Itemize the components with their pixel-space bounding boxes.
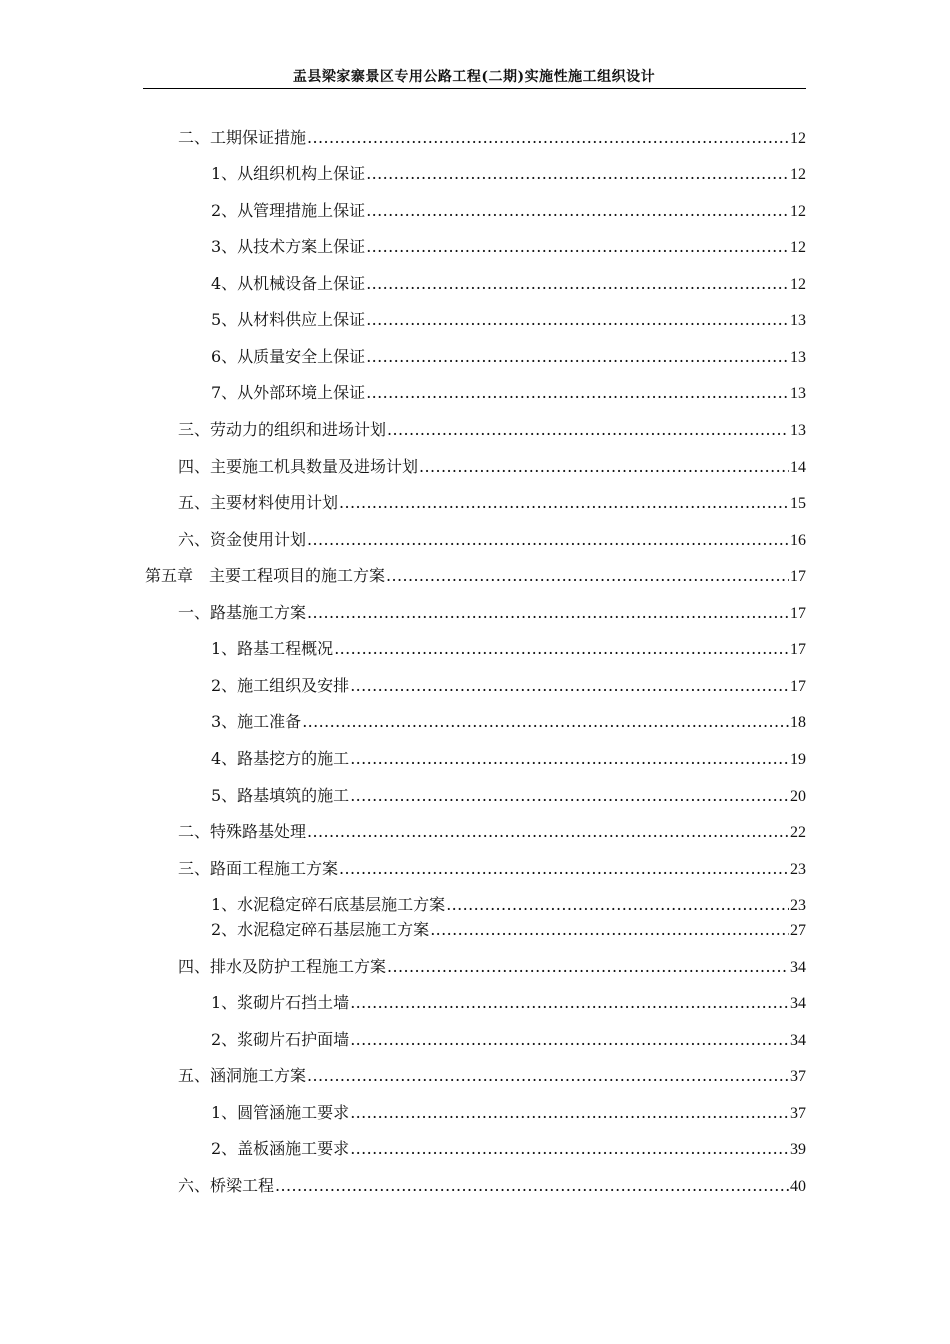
- toc-entry-page-number: 18: [790, 714, 806, 731]
- toc-entry-title: 五、主要材料使用计划: [178, 493, 339, 512]
- toc-dot-leader: [307, 1065, 789, 1087]
- toc-dot-leader: [366, 382, 789, 404]
- toc-entry-title: 五、涵洞施工方案: [178, 1066, 307, 1085]
- toc-entry-page-number: 14: [790, 459, 806, 476]
- toc-entry-page-number: 34: [790, 959, 806, 976]
- toc-entry-title: 四、主要施工机具数量及进场计划: [178, 457, 419, 476]
- toc-dot-leader: [334, 638, 789, 660]
- toc-entry[interactable]: [211, 1138, 806, 1160]
- toc-entry[interactable]: [211, 711, 806, 733]
- toc-entry-page-number: 12: [790, 166, 806, 183]
- toc-entry-title: 1、水泥稳定碎石底基层施工方案: [211, 895, 446, 914]
- toc-entry[interactable]: [178, 529, 806, 551]
- toc-entry-page-number: 12: [790, 276, 806, 293]
- toc-entry-page-number: 17: [790, 678, 806, 695]
- toc-entry[interactable]: [211, 273, 806, 295]
- toc-entry-title: 六、桥梁工程: [178, 1176, 275, 1195]
- toc-entry-page-number: 13: [790, 385, 806, 402]
- toc-entry[interactable]: [145, 565, 806, 587]
- toc-entry[interactable]: [178, 127, 806, 149]
- toc-entry-page-number: 12: [790, 239, 806, 256]
- toc-dot-leader: [366, 236, 789, 258]
- toc-entry[interactable]: [211, 382, 806, 404]
- toc-entry-title: 2、从管理措施上保证: [211, 201, 366, 220]
- toc-entry-title: 2、浆砌片石护面墙: [211, 1030, 350, 1049]
- toc-dot-leader: [307, 127, 789, 149]
- toc-entry-title: 四、排水及防护工程施工方案: [178, 957, 387, 976]
- toc-entry-page-number: 13: [790, 422, 806, 439]
- toc-dot-leader: [339, 492, 789, 514]
- toc-dot-leader: [387, 956, 789, 978]
- toc-entry-page-number: 20: [790, 788, 806, 805]
- toc-entry-title: 1、从组织机构上保证: [211, 164, 366, 183]
- toc-entry-page-number: 12: [790, 130, 806, 147]
- toc-entry-title: 5、从材料供应上保证: [211, 310, 366, 329]
- toc-entry[interactable]: [211, 992, 806, 1014]
- toc-entry-title: 二、工期保证措施: [178, 128, 307, 147]
- toc-entry-title: 三、劳动力的组织和进场计划: [178, 420, 387, 439]
- toc-entry[interactable]: [211, 675, 806, 697]
- toc-entry-title: 1、圆管涵施工要求: [211, 1103, 350, 1122]
- toc-entry-page-number: 13: [790, 349, 806, 366]
- toc-entry[interactable]: [211, 748, 806, 770]
- toc-entry[interactable]: [178, 821, 806, 843]
- toc-entry-title: 3、施工准备: [211, 712, 302, 731]
- toc-entry[interactable]: [178, 1065, 806, 1087]
- toc-entry-page-number: 19: [790, 751, 806, 768]
- toc-dot-leader: [366, 346, 789, 368]
- toc-entry-page-number: 34: [790, 1032, 806, 1049]
- toc-entry-page-number: 17: [790, 641, 806, 658]
- toc-entry-title: 7、从外部环境上保证: [211, 383, 366, 402]
- toc-entry-page-number: 12: [790, 203, 806, 220]
- toc-entry-title: 4、从机械设备上保证: [211, 274, 366, 293]
- toc-entry-page-number: 23: [790, 861, 806, 878]
- toc-entry-page-number: 22: [790, 824, 806, 841]
- toc-dot-leader: [350, 785, 789, 807]
- toc-dot-leader: [302, 711, 789, 733]
- toc-dot-leader: [366, 273, 789, 295]
- toc-entry-page-number: 37: [790, 1105, 806, 1122]
- toc-entry[interactable]: [178, 419, 806, 441]
- toc-dot-leader: [430, 919, 789, 941]
- toc-entry[interactable]: [211, 1029, 806, 1051]
- toc-entry-title: 第五章 主要工程项目的施工方案: [145, 566, 386, 585]
- toc-entry-title: 2、盖板涵施工要求: [211, 1139, 350, 1158]
- toc-entry-title: 1、路基工程概况: [211, 639, 334, 658]
- header-rule: [143, 88, 806, 89]
- toc-entry-page-number: 40: [790, 1178, 806, 1195]
- toc-entry-title: 4、路基挖方的施工: [211, 749, 350, 768]
- toc-dot-leader: [386, 565, 789, 587]
- toc-entry-title: 3、从技术方案上保证: [211, 237, 366, 256]
- toc-dot-leader: [339, 858, 789, 880]
- toc-entry[interactable]: [211, 200, 806, 222]
- toc-entry-page-number: 17: [790, 605, 806, 622]
- toc-dot-leader: [350, 1029, 789, 1051]
- toc-entry[interactable]: [211, 309, 806, 331]
- toc-dot-leader: [366, 309, 789, 331]
- toc-dot-leader: [387, 419, 789, 441]
- toc-entry-page-number: 34: [790, 995, 806, 1012]
- toc-entry[interactable]: [211, 638, 806, 660]
- toc-entry-page-number: 16: [790, 532, 806, 549]
- toc-dot-leader: [307, 529, 789, 551]
- toc-entry-page-number: 39: [790, 1141, 806, 1158]
- toc-entry-page-number: 27: [790, 922, 806, 939]
- toc-entry-title: 6、从质量安全上保证: [211, 347, 366, 366]
- toc-entry[interactable]: [211, 1102, 806, 1124]
- toc-dot-leader: [366, 163, 789, 185]
- toc-dot-leader: [350, 1102, 789, 1124]
- toc-entry[interactable]: [178, 492, 806, 514]
- toc-entry-title: 2、施工组织及安排: [211, 676, 350, 695]
- toc-entry-page-number: 23: [790, 897, 806, 914]
- toc-dot-leader: [307, 821, 789, 843]
- toc-entry[interactable]: [211, 346, 806, 368]
- toc-entry[interactable]: [211, 785, 806, 807]
- toc-dot-leader: [350, 1138, 789, 1160]
- toc-entry[interactable]: [211, 919, 806, 941]
- toc-dot-leader: [366, 200, 789, 222]
- toc-entry[interactable]: [178, 956, 806, 978]
- toc-entry-title: 三、路面工程施工方案: [178, 859, 339, 878]
- toc-dot-leader: [350, 748, 789, 770]
- toc-entry-title: 1、浆砌片石挡土墙: [211, 993, 350, 1012]
- toc-entry-title: 一、路基施工方案: [178, 603, 307, 622]
- toc-entry-page-number: 37: [790, 1068, 806, 1085]
- toc-entry-title: 二、特殊路基处理: [178, 822, 307, 841]
- toc-entry-page-number: 13: [790, 312, 806, 329]
- toc-dot-leader: [275, 1175, 789, 1197]
- toc-entry[interactable]: [211, 163, 806, 185]
- toc-entry[interactable]: [178, 456, 806, 478]
- toc-dot-leader: [350, 675, 789, 697]
- toc-entry[interactable]: [211, 236, 806, 258]
- toc-entry-page-number: 17: [790, 568, 806, 585]
- toc-entry-title: 2、水泥稳定碎石基层施工方案: [211, 920, 430, 939]
- toc-entry-page-number: 15: [790, 495, 806, 512]
- toc-dot-leader: [307, 602, 789, 624]
- toc-entry-title: 5、路基填筑的施工: [211, 786, 350, 805]
- toc-entry[interactable]: [178, 1175, 806, 1197]
- page-header-title: 盂县梁家寨景区专用公路工程(二期)实施性施工组织设计: [292, 69, 656, 85]
- toc-entry[interactable]: [178, 858, 806, 880]
- toc-entry[interactable]: [211, 894, 806, 916]
- toc-dot-leader: [419, 456, 789, 478]
- toc-dot-leader: [446, 894, 789, 916]
- toc-entry-title: 六、资金使用计划: [178, 530, 307, 549]
- toc-entry[interactable]: [178, 602, 806, 624]
- toc-dot-leader: [350, 992, 789, 1014]
